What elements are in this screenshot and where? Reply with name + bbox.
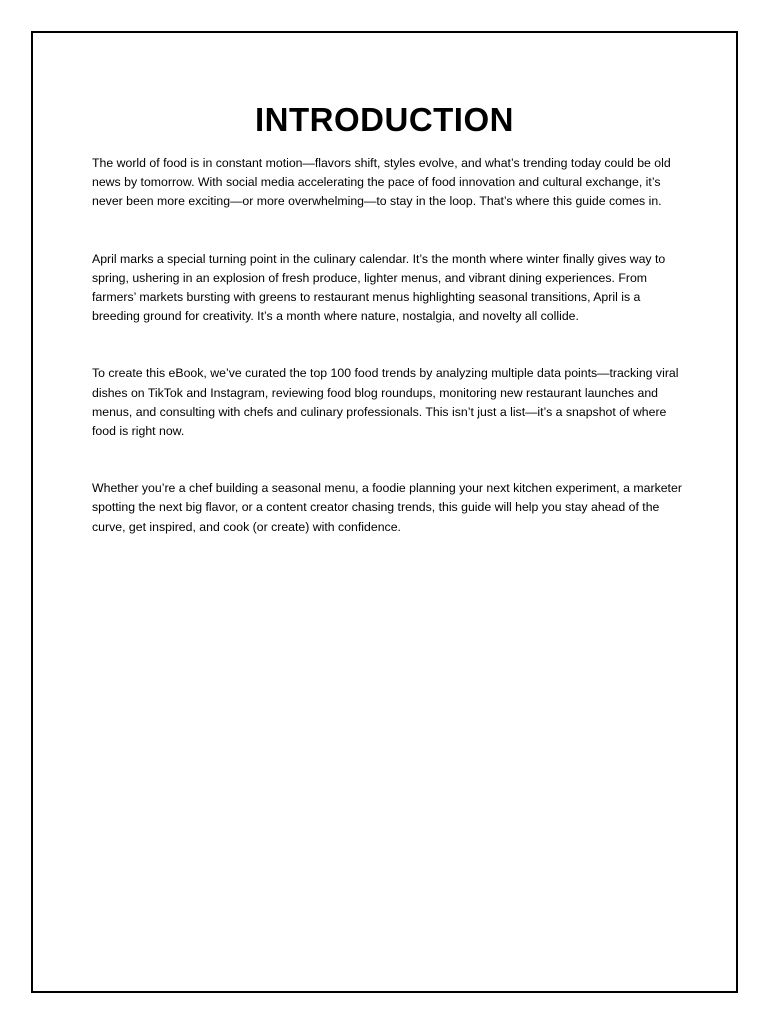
paragraph-4: Whether you’re a chef building a seasonal menu, a foodie planning your next kitchen experiment, a marketer spotting the next big flavor, or a content creator chasing trends, this guide will help you stay ahead of the curve, get inspired, and cook (or create) with confidence. — [92, 481, 682, 534]
page-title: INTRODUCTION — [255, 101, 514, 138]
paragraph-1: The world of food is in constant motion—flavors shift, styles evolve, and what’s trending today could be old news by tomorrow. With social media accelerating the pace of food innovation and cultural exchange, it’s never been more exciting—or more overwhelming—to stay in the loop. That’s where this guide comes in. — [92, 156, 671, 209]
document-page — [31, 31, 738, 993]
document-body — [92, 154, 682, 537]
paragraph-2: April marks a special turning point in the culinary calendar. It’s the month where winter finally gives way to spring, ushering in an explosion of fresh produce, lighter menus, and vibrant dining experiences. From farmers’ markets bursting with greens to restaurant menus highlighting seasonal transitions, April is a breeding ground for creativity. It’s a month where nature, nostalgia, and novelty all collide. — [92, 251, 666, 324]
paragraph-3: To create this eBook, we’ve curated the top 100 food trends by analyzing multiple data points—tracking viral dishes on TikTok and Instagram, reviewing food blog roundups, monitoring new restaurant launches and menus, and consulting with chefs and culinary professionals. This isn’t just a list—it’s a snapshot of where food is right now. — [92, 366, 679, 439]
